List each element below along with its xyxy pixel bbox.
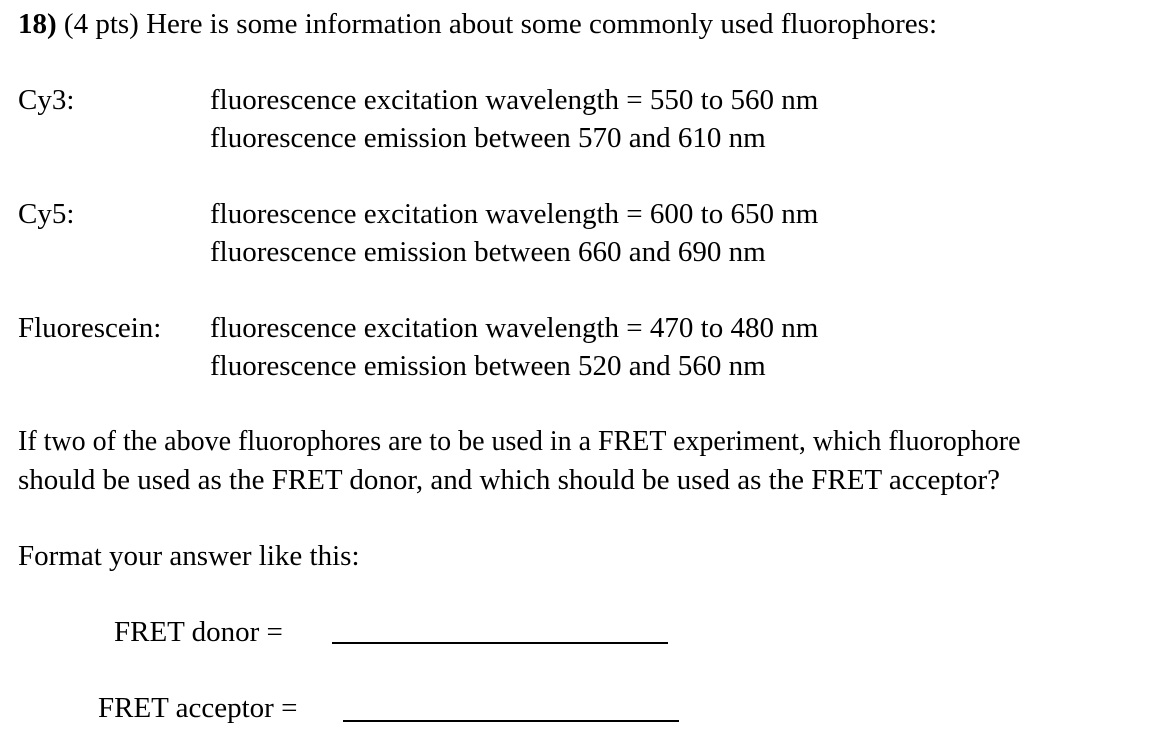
donor-label: FRET donor = [114, 616, 283, 648]
fluorophore-name-fluorescein: Fluorescein: [18, 312, 162, 344]
question-number: 18) [18, 8, 57, 40]
question-intro: Here is some information about some commonly used fluorophores: [146, 8, 937, 40]
cy5-excitation: fluorescence excitation wavelength = 600 to 650 nm [210, 198, 819, 230]
cy3-emission: fluorescence emission between 570 and 610 nm [210, 122, 766, 154]
donor-answer-blank[interactable] [332, 642, 668, 644]
prompt-line-2: should be used as the FRET donor, and which should be used as the FRET acceptor? [18, 464, 1000, 496]
acceptor-answer-blank[interactable] [343, 720, 679, 722]
question-header [18, 10, 937, 39]
acceptor-label: FRET acceptor = [98, 692, 298, 724]
format-instruction: Format your answer like this: [18, 540, 360, 572]
fluorophore-name-cy5: Cy5: [18, 198, 75, 230]
fluorophore-name-cy3: Cy3: [18, 84, 75, 116]
question-points: (4 pts) [63, 8, 139, 40]
fluorescein-emission: fluorescence emission between 520 and 560 nm [210, 350, 766, 382]
fluorescein-excitation: fluorescence excitation wavelength = 470 to 480 nm [210, 312, 819, 344]
prompt-line-1: If two of the above fluorophores are to be used in a FRET experiment, which fluorophore [18, 426, 1021, 457]
cy5-emission: fluorescence emission between 660 and 690 nm [210, 236, 766, 268]
cy3-excitation: fluorescence excitation wavelength = 550 to 560 nm [210, 84, 819, 116]
